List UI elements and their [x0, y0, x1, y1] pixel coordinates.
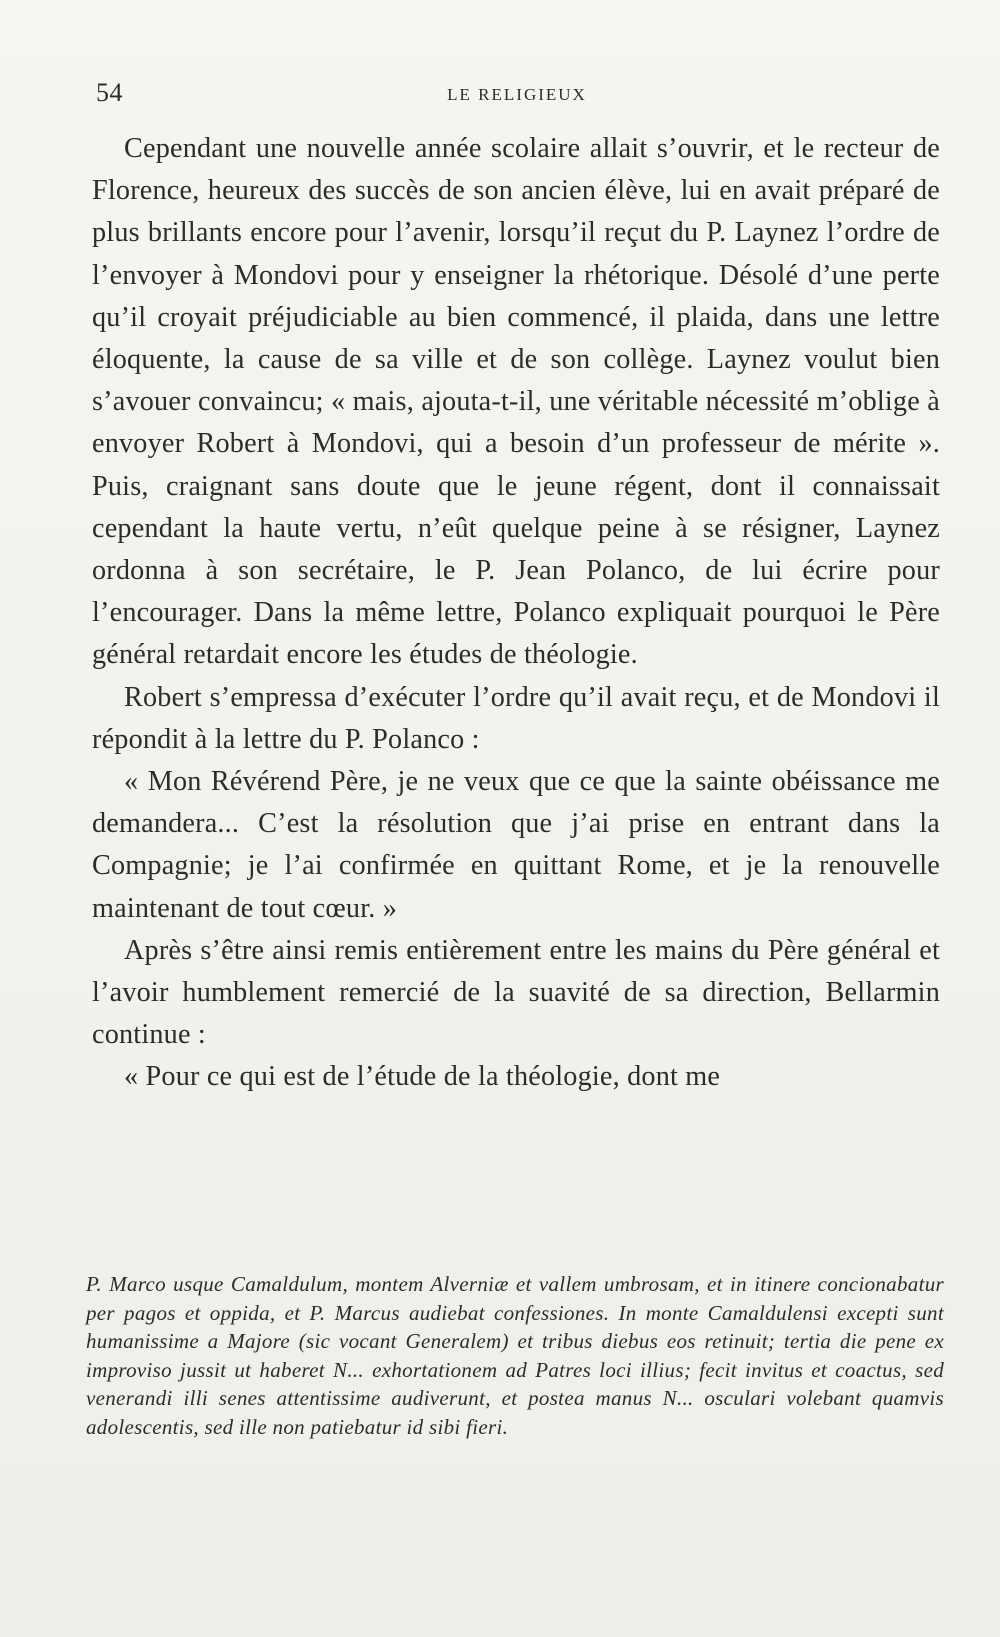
body-text — [92, 128, 940, 1099]
quoted-paragraph: « Pour ce qui est de l’étude de la théologie, dont me — [124, 1061, 721, 1093]
paragraph: Après s’être ainsi remis entièrement entre les mains du Père général et l’avoir humblement remercié de la suavité de sa direction, Bellarmin continue : — [92, 934, 940, 1051]
paragraph: Robert s’empressa d’exécuter l’ordre qu’il avait reçu, et de Mondovi il répondit à la lettre du P. Polanco : — [92, 681, 940, 755]
footnote — [86, 1270, 944, 1442]
running-head — [96, 78, 938, 108]
quoted-paragraph: « Mon Révérend Père, je ne veux que ce que la sainte obéissance me demandera... C’est la résolution que j’ai prise en entrant dans la Compagnie; je l’ai confirmée en quittant Rome, et je la renouvelle maintenant de tout cœur. » — [92, 766, 940, 924]
paragraph: Cependant une nouvelle année scolaire allait s’ouvrir, et le recteur de Florence, heureux des succès de son ancien élève, lui en avait préparé de plus brillants encore pour l’avenir, lorsqu’il reçut du P. Laynez l’ordre de l’envoyer à Mondovi pour y enseigner la rhétorique. Désolé d’une perte qu’il croyait préjudiciable au bien commencé, il plaida, dans une lettre éloquente, la cause de sa ville et de son collège. Laynez voulut bien s’avouer convaincu; « mais, ajouta-t-il, une véritable nécessité m’oblige à envoyer Robert à Mondovi, qui a besoin d’un professeur de mérite ». Puis, craignant sans doute que le jeune régent, dont il connaissait cependant la haute vertu, n’eût quelque peine à se résigner, Laynez ordonna à son secrétaire, le P. Jean Polanco, de lui écrire pour l’encourager. Dans la même lettre, Polanco expliquait pourquoi le Père général retardait encore les études de théologie. — [92, 133, 940, 671]
footnote-text: P. Marco usque Camaldulum, montem Alverniæ et vallem umbrosam, et in itinere concionabatur per pagos et oppida, et P. Marcus audiebat confessiones. In monte Camaldulensi excepti sunt humanissime a Majore (sic vocant Generalem) et tribus diebus eos retinuit; tertia die pene ex improviso jussit ut haberet N... exhortationem ad Patres loci illius; fecit invitus et coactus, sed venerandi illi senes attentissime audiverunt, et postea manus N... osculari volebant quamvis adolescentis, sed ille non patiebatur id sibi fieri. — [86, 1272, 944, 1439]
running-title: LE RELIGIEUX — [447, 85, 587, 104]
page-number: 54 — [96, 78, 123, 107]
